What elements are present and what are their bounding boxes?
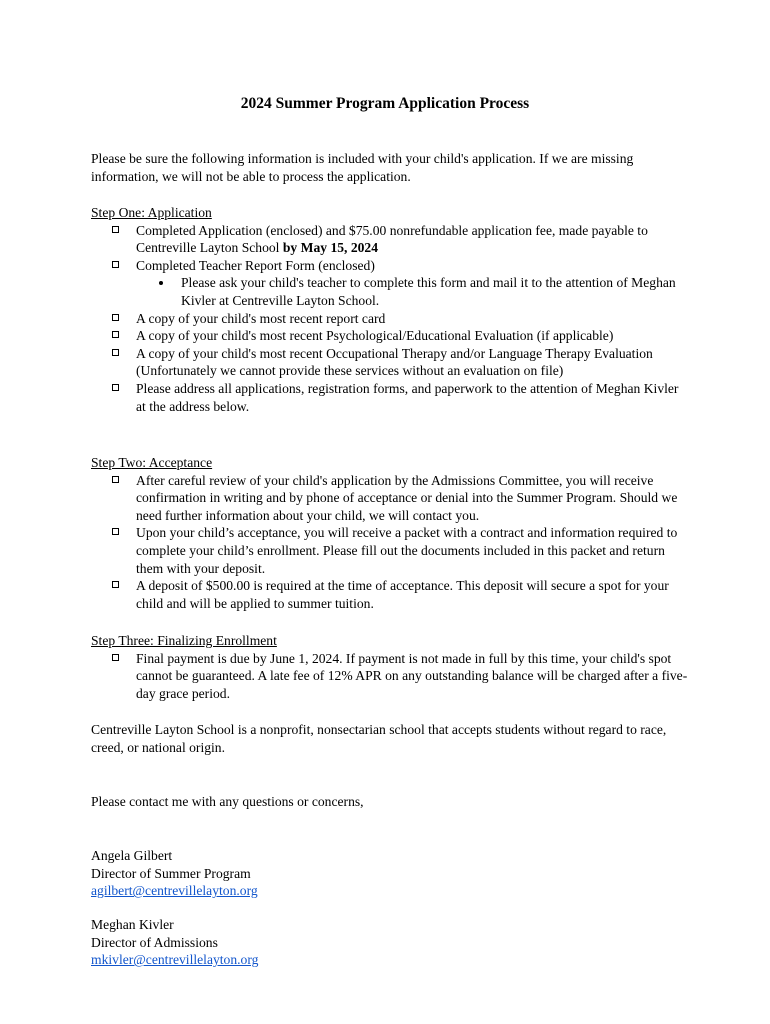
item-text: A copy of your child's most recent Occupational Therapy and/or Language Therapy Evaluation (Unfortunately we cannot provide these services without an evaluation on file) bbox=[136, 345, 653, 379]
step-three-heading: Step Three: Finalizing Enrollment bbox=[91, 633, 277, 648]
checkbox-icon bbox=[112, 528, 119, 535]
step-one-heading: Step One: Application bbox=[91, 205, 212, 220]
list-item bbox=[91, 524, 691, 577]
item-text: A copy of your child's most recent Psychological/Educational Evaluation (if applicable) bbox=[136, 328, 614, 344]
contact-block-summer bbox=[91, 847, 691, 900]
item-text: After careful review of your child's application by the Admissions Committee, you will receive confirmation in writing and by phone of acceptance or denial into the Summer Program. Should we need further information about your child, we will contact you. bbox=[136, 472, 678, 523]
sub-item-text: Please ask your child's teacher to complete this form and mail it to the attention of Meghan Kivler at Centreville Layton School. bbox=[181, 275, 676, 308]
email-link[interactable]: mkivler@centrevillelayton.org bbox=[91, 952, 259, 968]
step-one-list bbox=[91, 222, 691, 416]
checkbox-icon bbox=[112, 226, 119, 233]
step-two-list bbox=[91, 472, 691, 613]
list-item bbox=[91, 472, 691, 525]
checkbox-icon bbox=[112, 261, 119, 268]
checkbox-icon bbox=[112, 654, 119, 661]
list-item bbox=[91, 310, 691, 328]
page-title: 2024 Summer Program Application Process bbox=[240, 95, 530, 112]
contact-block-admissions bbox=[91, 916, 691, 969]
sub-list-item bbox=[136, 274, 691, 309]
item-text: Completed Teacher Report Form (enclosed) bbox=[136, 257, 375, 273]
item-text: A copy of your child's most recent report card bbox=[136, 310, 386, 326]
contact-role: Director of Admissions bbox=[91, 934, 218, 950]
checkbox-icon bbox=[112, 349, 119, 356]
step-three-section bbox=[91, 632, 691, 702]
list-item bbox=[91, 577, 691, 612]
email-link[interactable]: agilbert@centrevillelayton.org bbox=[91, 883, 258, 899]
item-text: Final payment is due by June 1, 2024. If payment is not made in full by this time, your child's spot cannot be guaranteed. A late fee of 12% APR on any outstanding balance will be charged after a five-day grace period. bbox=[136, 650, 688, 701]
list-item bbox=[91, 257, 691, 310]
sub-list bbox=[136, 274, 691, 309]
deadline-text: by May 15, 2024 bbox=[282, 240, 379, 256]
item-text: Upon your child’s acceptance, you will receive a packet with a contract and information required to complete your child’s enrollment. Please fill out the documents included in this packet and return them with your deposit. bbox=[136, 525, 678, 576]
step-three-list bbox=[91, 650, 691, 703]
list-item bbox=[91, 345, 691, 380]
nondiscrimination-statement: Centreville Layton School is a nonprofit, nonsectarian school that accepts students without regard to race, creed, or national origin. bbox=[91, 722, 667, 755]
closing-line: Please contact me with any questions or concerns, bbox=[91, 794, 364, 809]
contact-name: Angela Gilbert bbox=[91, 848, 173, 863]
checkbox-icon bbox=[112, 314, 119, 321]
checkbox-icon bbox=[112, 384, 119, 391]
item-text: Please address all applications, registration forms, and paperwork to the attention of Meghan Kivler at the address below. bbox=[136, 380, 679, 414]
checkbox-icon bbox=[112, 476, 119, 483]
list-item bbox=[91, 327, 691, 345]
item-text: A deposit of $500.00 is required at the time of acceptance. This deposit will secure a spot for your child and will be applied to summer tuition. bbox=[136, 578, 669, 611]
list-item bbox=[91, 222, 691, 257]
step-one-section bbox=[91, 204, 691, 415]
step-two-heading: Step Two: Acceptance bbox=[91, 455, 213, 470]
contact-name: Meghan Kivler bbox=[91, 917, 174, 932]
checkbox-icon bbox=[112, 331, 119, 338]
list-item bbox=[91, 650, 691, 703]
intro-paragraph: Please be sure the following information is included with your child's application. If we are missing information, we will not be able to process the application. bbox=[91, 151, 634, 184]
checkbox-icon bbox=[112, 581, 119, 588]
bullet-icon bbox=[159, 281, 163, 285]
step-two-section bbox=[91, 454, 691, 612]
item-text: Completed Application (enclosed) and $75.00 nonrefundable application fee, made payable to Centreville Layton School bbox=[136, 222, 648, 256]
contact-role: Director of Summer Program bbox=[91, 865, 251, 881]
list-item bbox=[91, 380, 691, 415]
